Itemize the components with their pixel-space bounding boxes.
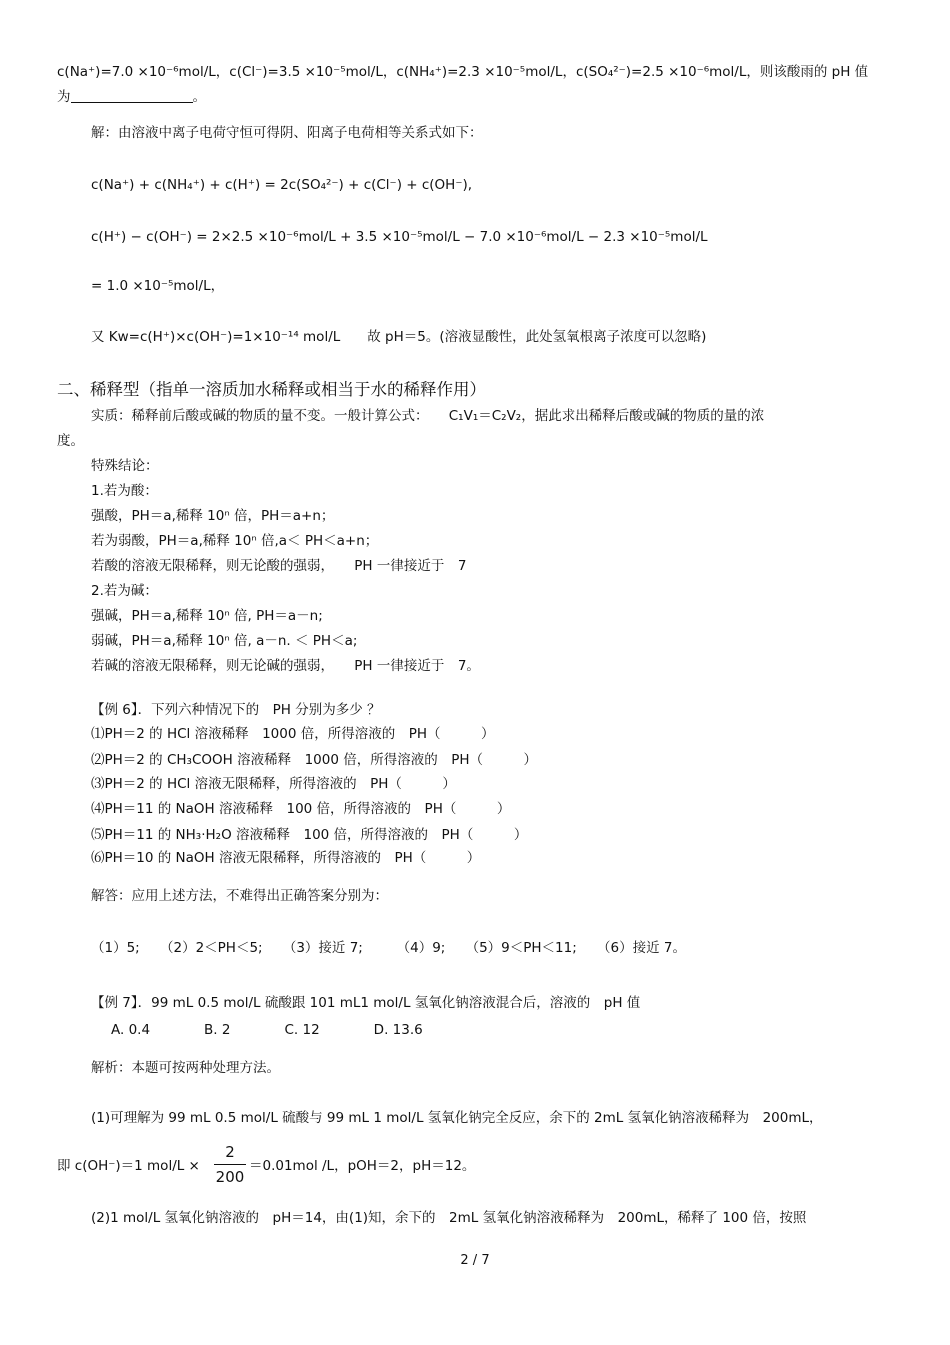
solution-intro: 解：由溶液中离子电荷守恒可得阴、阳离子电荷相等关系式如下： bbox=[91, 125, 483, 141]
strong-base: 强碱，PH＝a,稀释 10ⁿ 倍, PH＝a－n; bbox=[91, 608, 323, 624]
essence-line-cont: 度。 bbox=[57, 433, 84, 449]
answer-blank bbox=[71, 88, 193, 103]
answer-list: （1）5; （2）2＜PH＜5; （3）接近 7; （4）9; （5）9＜PH＜11; （6）接近 7。 bbox=[91, 940, 686, 956]
example-7-options: A. 0.4 B. 2 C. 12 D. 13.6 bbox=[111, 1022, 423, 1038]
acid-infinite: 若酸的溶液无限稀释，则无论酸的强弱， PH 一律接近于 7 bbox=[91, 558, 467, 574]
example-6-item-4: ⑷PH＝11 的 NaOH 溶液稀释 100 倍，所得溶液的 PH（ ） bbox=[91, 801, 511, 817]
text-line-1: c(Na⁺)=7.0 ×10⁻⁶mol/L，c(Cl⁻)=3.5 ×10⁻⁵mol/L，c(NH₄⁺)=2.3 ×10⁻⁵mol/L，c(SO₄²⁻)=2.5 ×10⁻⁶mol/L，则该酸雨的 pH 值 bbox=[57, 64, 869, 80]
page-number: 2 / 7 bbox=[460, 1253, 490, 1268]
example-6-title: 【例 6】．下列六种情况下的 PH 分别为多少 ？ bbox=[91, 702, 381, 718]
text-line-2: 为 。 bbox=[57, 89, 206, 105]
h-oh-difference-eq: c(H⁺) − c(OH⁻) = 2×2.5 ×10⁻⁶mol/L + 3.5 ×10⁻⁵mol/L − 7.0 ×10⁻⁶mol/L − 2.3 ×10⁻⁵mol/L bbox=[91, 229, 708, 245]
example-6-item-2: ⑵PH＝2 的 CH₃COOH 溶液稀释 1000 倍，所得溶液的 PH（ ） bbox=[91, 752, 538, 768]
example-7-title: 【例 7】．99 mL 0.5 mol/L 硫酸跟 101 mL1 mol/L 氢氧化钠溶液混合后，溶液的 pH 值 bbox=[91, 995, 641, 1011]
weak-acid: 若为弱酸，PH＝a,稀释 10ⁿ 倍,a＜ PH＜a+n； bbox=[91, 533, 379, 549]
method-1-calc-b: ＝0.01mol /L，pOH＝2，pH＝12。 bbox=[249, 1158, 476, 1174]
kw-line: 又 Kw=c(H⁺)×c(OH⁻)=1×10⁻¹⁴ mol/L 故 pH＝5。(溶液显酸性，此处氢氧根离子浓度可以忽略) bbox=[91, 329, 707, 345]
base-infinite: 若碱的溶液无限稀释，则无论碱的强弱， PH 一律接近于 7。 bbox=[91, 658, 480, 674]
example-6-item-6: ⑹PH＝10 的 NaOH 溶液无限稀释，所得溶液的 PH（ ） bbox=[91, 850, 481, 866]
acid-heading: 1.若为酸： bbox=[91, 483, 158, 499]
answer-intro: 解答：应用上述方法，不难得出正确答案分别为： bbox=[91, 888, 388, 904]
result-eq: = 1.0 ×10⁻⁵mol/L， bbox=[91, 278, 225, 294]
base-heading: 2.若为碱： bbox=[91, 583, 158, 599]
strong-acid: 强酸，PH＝a,稀释 10ⁿ 倍，PH＝a+n； bbox=[91, 508, 335, 524]
analysis-intro: 解析：本题可按两种处理方法。 bbox=[91, 1060, 280, 1076]
example-6-item-5: ⑸PH＝11 的 NH₃·H₂O 溶液稀释 100 倍，所得溶液的 PH（ ） bbox=[91, 827, 528, 843]
charge-balance-eq: c(Na⁺) + c(NH₄⁺) + c(H⁺) = 2c(SO₄²⁻) + c(Cl⁻) + c(OH⁻), bbox=[91, 177, 472, 193]
essence-line: 实质：稀释前后酸或碱的物质的量不变。一般计算公式： C₁V₁＝C₂V₂，据此求出稀释后酸或碱的物质的量的浓 bbox=[91, 408, 765, 424]
method-2-line: (2)1 mol/L 氢氧化钠溶液的 pH＝14，由(1)知，余下的 2mL 氢氧化钠溶液稀释为 200mL，稀释了 100 倍，按照 bbox=[91, 1210, 807, 1226]
method-1-calc-a: 即 c(OH⁻)＝1 mol/L × bbox=[57, 1158, 200, 1174]
example-6-item-1: ⑴PH＝2 的 HCl 溶液稀释 1000 倍，所得溶液的 PH（ ） bbox=[91, 726, 495, 742]
fraction-bar bbox=[214, 1164, 246, 1165]
fraction-denominator: 200 bbox=[215, 1168, 245, 1186]
method-1-line: (1)可理解为 99 mL 0.5 mol/L 硫酸与 99 mL 1 mol/L 氢氧化钠完全反应，余下的 2mL 氢氧化钠溶液稀释为 200mL， bbox=[91, 1110, 823, 1126]
weak-base: 弱碱，PH＝a,稀释 10ⁿ 倍, a－n. ＜ PH＜a; bbox=[91, 633, 358, 649]
section-heading-dilution: 二、稀释型（指单一溶质加水稀释或相当于水的稀释作用） bbox=[57, 380, 486, 399]
special-conclusion: 特殊结论： bbox=[91, 458, 159, 474]
example-6-item-3: ⑶PH＝2 的 HCl 溶液无限稀释，所得溶液的 PH（ ） bbox=[91, 776, 456, 792]
fraction-numerator: 2 bbox=[225, 1143, 235, 1161]
fraction-2-over-200 bbox=[214, 1143, 246, 1186]
